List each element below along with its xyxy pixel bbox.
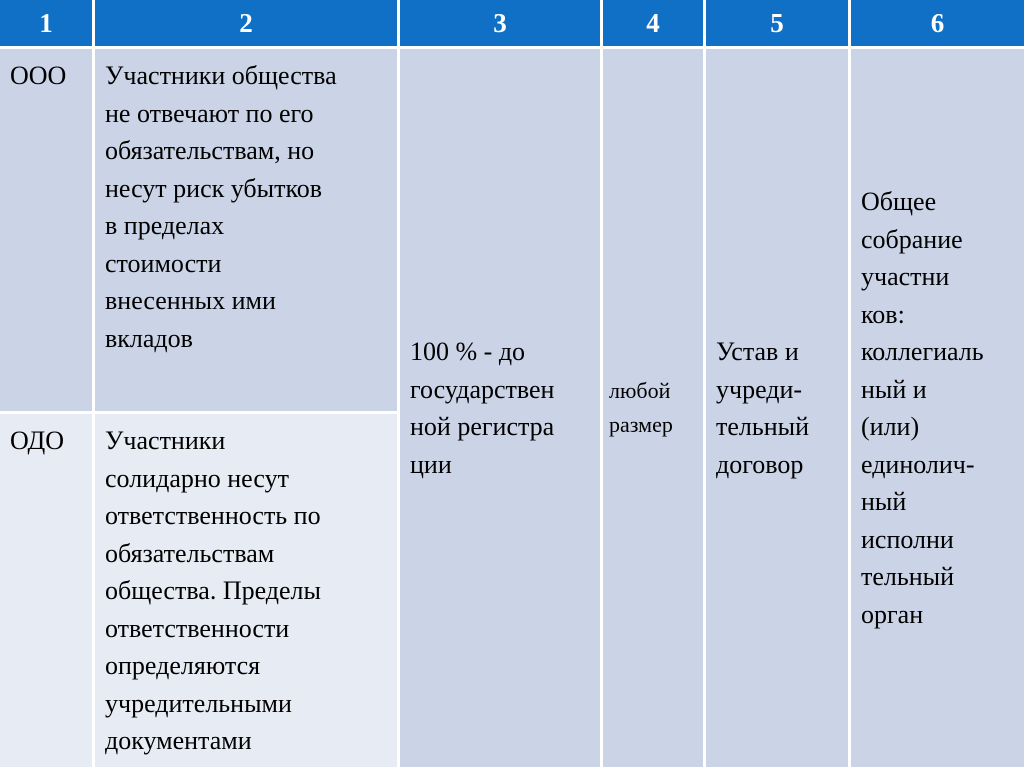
shared-col-6 <box>851 49 1024 767</box>
shared-col-5-text: Устав и учреди- тельный договор <box>716 337 810 479</box>
header-col-4 <box>603 0 703 46</box>
row-ooo-type <box>0 49 92 411</box>
header-col-1 <box>0 0 92 46</box>
header-col-6-label: 6 <box>930 7 945 38</box>
header-col-4-label: 4 <box>646 7 660 38</box>
row-ooo-type-text: ООО <box>10 61 67 90</box>
shared-col-4-text: любой размер <box>609 378 673 437</box>
header-col-3-label: 3 <box>493 7 507 38</box>
header-col-2-label: 2 <box>239 7 253 38</box>
shared-col-5 <box>706 49 848 767</box>
shared-col-3-text: 100 % - до государствен ной регистра ции <box>410 337 555 479</box>
header-col-2 <box>95 0 397 46</box>
row-ooo-liability-text: Участники общества не отвечают по его обязательствам, но несут риск убытков в пределах стоимости внесенных ими вкладов <box>105 61 337 353</box>
row-odo-type <box>0 414 92 767</box>
shared-col-6-text: Общее собрание участни ков: коллегиаль ный и (или) единолич- ный исполни тельный орган <box>861 187 984 629</box>
header-col-5-label: 5 <box>770 7 784 38</box>
shared-col-4 <box>603 49 703 767</box>
row-odo-liability <box>95 414 397 767</box>
row-odo-type-text: ОДО <box>10 426 64 455</box>
row-ooo-liability <box>95 49 397 411</box>
row-odo-liability-text: Участники солидарно несут ответственность по обязательствам общества. Пределы ответственности определяются учредительными документами <box>105 426 321 755</box>
header-col-5 <box>706 0 848 46</box>
header-col-6 <box>851 0 1024 46</box>
shared-col-3 <box>400 49 600 767</box>
header-col-3 <box>400 0 600 46</box>
header-col-1-label: 1 <box>39 7 53 38</box>
